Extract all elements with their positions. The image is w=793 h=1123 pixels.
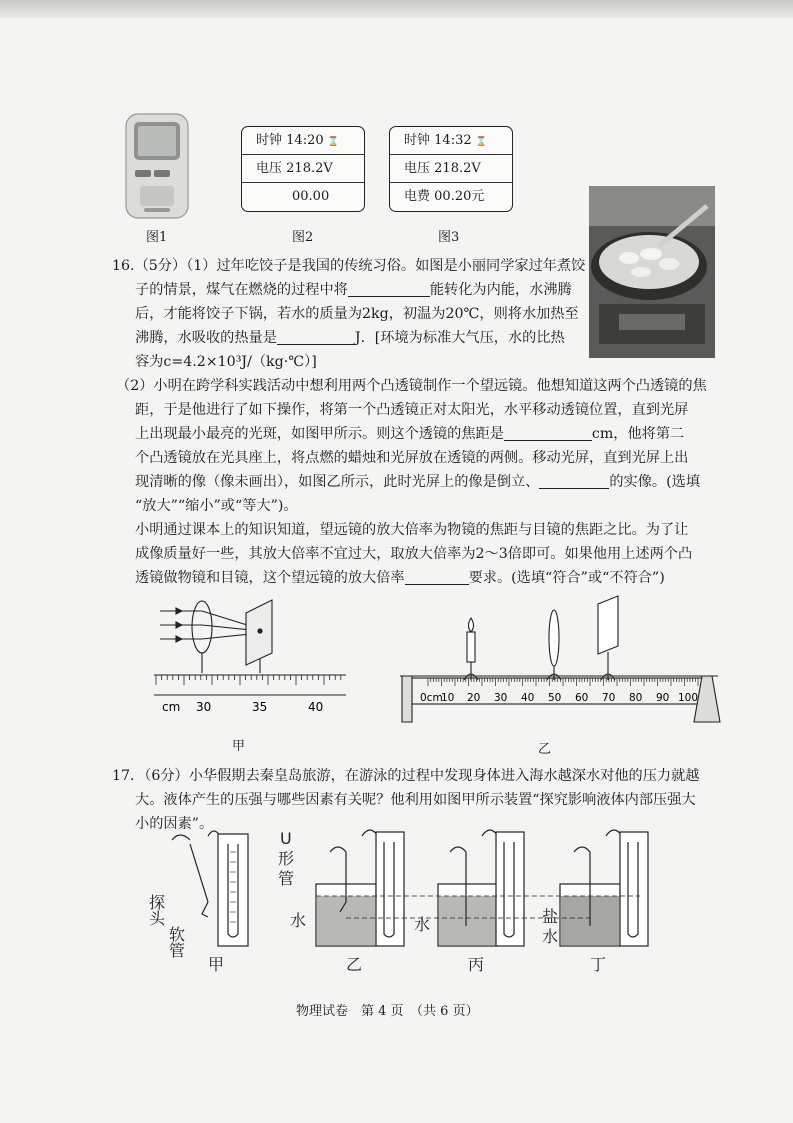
q16-p2-line9b: 要求。(选填“符合”或“不符合”) bbox=[468, 570, 665, 586]
fig3-caption: 图3 bbox=[438, 230, 460, 245]
label-utube-u: U bbox=[280, 829, 292, 848]
clock-icon: ⌛ bbox=[327, 137, 339, 147]
q16-p2-line4: 个凸透镜放在光具座上，将点燃的蜡烛和光屏放在透镜的两侧。移动光屏，直到光屏上出 bbox=[135, 450, 689, 466]
answer-blank-energy[interactable] bbox=[348, 280, 430, 297]
jia-tick-label: 35 bbox=[252, 700, 268, 714]
q16-p2-line3: 上出现最小最亮的光斑，如图甲所示。则这个透镜的焦距是 bbox=[135, 426, 504, 442]
q16-p1-line4: 沸腾，水吸收的热量是 bbox=[135, 330, 277, 346]
fig-jia-caption: 甲 bbox=[232, 739, 246, 754]
label-hose: 软管 bbox=[166, 926, 186, 958]
q16-p2-line1: （2）小明在跨学科实践活动中想利用两个凸透镜制作一个望远镜。他想知道这两个凸透镜的焦 bbox=[116, 378, 707, 394]
q16-p2-line6: “放大”“缩小”或“等大”)。 bbox=[135, 498, 298, 514]
voltage-label: 电压 bbox=[404, 161, 431, 176]
yi-tick-label: 10 bbox=[441, 692, 455, 704]
q16-p2-line5b: 的实像。(选填 bbox=[609, 474, 701, 490]
scan-top-edge bbox=[0, 0, 793, 18]
q16-p1-line2b: 能转化为内能，水沸腾 bbox=[429, 282, 572, 298]
q16-score: （5分） bbox=[134, 258, 187, 274]
meter-display-fig2 bbox=[241, 126, 365, 212]
meter-display-fig3 bbox=[389, 126, 513, 212]
voltage-value: 218.2V bbox=[434, 161, 481, 176]
label-water-yi: 水 bbox=[290, 911, 307, 930]
label-water-bing: 水 bbox=[414, 915, 431, 934]
fig-yi-caption: 乙 bbox=[538, 742, 552, 757]
fee-label: 电费 bbox=[404, 189, 431, 204]
page-footer: 物理试卷 第 4 页 （共 6 页） bbox=[296, 1004, 479, 1019]
jia-tick-label: 40 bbox=[308, 700, 324, 714]
q16-p1-line3: 后，才能将饺子下锅，若水的质量为2kg，初温为20℃，则将水加热至 bbox=[135, 306, 579, 322]
reading-value: 00.00 bbox=[292, 189, 330, 204]
caption-yi: 乙 bbox=[346, 955, 363, 974]
clock-icon: ⌛ bbox=[475, 137, 487, 147]
yi-tick-label: 50 bbox=[548, 692, 562, 704]
yi-tick-label: 80 bbox=[629, 692, 643, 704]
answer-blank-heat[interactable] bbox=[277, 328, 355, 345]
q16-p2-line5: 现清晰的像（像未画出），如图乙所示，此时光屏上的像是倒立、 bbox=[135, 474, 540, 490]
time-value: 14:20 bbox=[286, 133, 324, 148]
label-brine-yan: 盐 bbox=[542, 907, 559, 926]
q16-p1-line2: 子的情景，煤气在燃烧的过程中将 bbox=[135, 282, 348, 298]
yi-tick-label: 100 bbox=[678, 692, 699, 704]
fee-value: 00.20元 bbox=[434, 189, 485, 204]
time-label: 时钟 bbox=[256, 133, 283, 148]
q16-p2-line8: 成像质量好一些，其放大倍率不宜过大，取放大倍率为2～3倍即可。如果他用上述两个凸 bbox=[135, 546, 693, 562]
yi-tick-label: 0cm bbox=[420, 692, 443, 704]
dumpling-cooking-photo bbox=[589, 186, 715, 358]
label-utube-guan: 管 bbox=[278, 869, 295, 888]
label-utube-xing: 形 bbox=[278, 849, 295, 868]
figure-jia-focal-length bbox=[150, 595, 350, 720]
electricity-meter-photo bbox=[118, 112, 198, 222]
q17-line1: 17．（6分）小华假期去秦皇岛旅游，在游泳的过程中发现身体进入海水越深水对他的压力就越 bbox=[112, 768, 700, 784]
q16-p1-line4b: J．[环境为标准大气压，水的比热 bbox=[354, 330, 565, 346]
yi-tick-label: 60 bbox=[575, 692, 589, 704]
label-brine-shui: 水 bbox=[542, 927, 559, 946]
time-label: 时钟 bbox=[404, 133, 431, 148]
yi-tick-label: 70 bbox=[602, 692, 616, 704]
answer-blank-image-size[interactable] bbox=[539, 472, 609, 489]
q16-number: 16. bbox=[112, 258, 135, 274]
yi-tick-label: 30 bbox=[494, 692, 508, 704]
q16-p2-line3b: cm，他将第二 bbox=[591, 426, 685, 442]
figure-yi-optical-bench bbox=[398, 588, 723, 728]
caption-jia: 甲 bbox=[208, 955, 225, 974]
yi-tick-label: 40 bbox=[521, 692, 535, 704]
fig2-caption: 图2 bbox=[292, 230, 314, 245]
q17-line2: 大。液体产生的压强与哪些因素有关呢？他利用如图甲所示装置“探究影响液体内部压强大 bbox=[135, 792, 696, 808]
jia-tick-label: 30 bbox=[196, 700, 212, 714]
voltage-value: 218.2V bbox=[286, 161, 333, 176]
time-value: 14:32 bbox=[434, 133, 472, 148]
q17-line3: 小的因素”。 bbox=[135, 816, 214, 832]
voltage-label: 电压 bbox=[256, 161, 283, 176]
fig1-caption: 图1 bbox=[146, 230, 168, 245]
caption-bing: 丙 bbox=[468, 955, 485, 974]
q16-p2-line2: 距，于是他进行了如下操作，将第一个凸透镜正对太阳光，水平移动透镜位置，直到光屏 bbox=[135, 402, 689, 418]
answer-blank-focal-length[interactable] bbox=[504, 424, 592, 441]
figure-q17-pressure-apparatus bbox=[146, 822, 670, 982]
label-probe: 探头 bbox=[146, 894, 166, 926]
caption-ding: 丁 bbox=[590, 955, 607, 974]
q16-p2-line9: 透镜做物镜和目镜，这个望远镜的放大倍率 bbox=[135, 570, 405, 586]
q16-p1-line5: 容为c=4.2×10³J/（kg·℃）] bbox=[135, 354, 317, 370]
q16-p1-line1: （1）过年吃饺子是我国的传统习俗。如图是小丽同学家过年煮饺 bbox=[186, 258, 586, 274]
jia-tick-label: cm bbox=[162, 700, 181, 714]
answer-blank-meets-requirement[interactable] bbox=[405, 568, 469, 585]
q16-p2-line7: 小明通过课本上的知识知道，望远镜的放大倍率为物镜的焦距与目镜的焦距之比。为了让 bbox=[135, 522, 689, 538]
yi-tick-label: 90 bbox=[656, 692, 670, 704]
yi-tick-label: 20 bbox=[467, 692, 481, 704]
